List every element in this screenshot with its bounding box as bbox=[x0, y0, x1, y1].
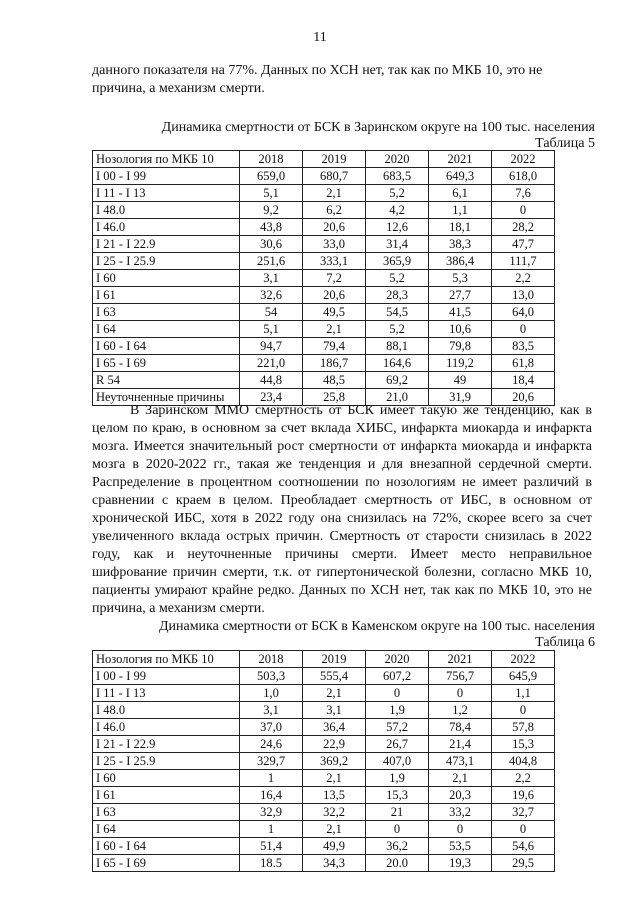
value-cell: 1,1 bbox=[429, 202, 492, 219]
value-cell: 0 bbox=[492, 321, 555, 338]
value-cell: 49 bbox=[429, 372, 492, 389]
value-cell: 32,6 bbox=[240, 287, 303, 304]
value-cell: 1,0 bbox=[240, 685, 303, 702]
value-cell: 78,4 bbox=[429, 719, 492, 736]
value-cell: 3,1 bbox=[303, 702, 366, 719]
value-cell: 23,4 bbox=[240, 389, 303, 406]
header-cell: Нозология по МКБ 10 bbox=[93, 151, 240, 168]
value-cell: 0 bbox=[429, 821, 492, 838]
value-cell: 36,4 bbox=[303, 719, 366, 736]
value-cell: 618,0 bbox=[492, 168, 555, 185]
value-cell: 7,2 bbox=[303, 270, 366, 287]
nosology-cell: I 65 - I 69 bbox=[93, 855, 240, 872]
value-cell: 57,2 bbox=[366, 719, 429, 736]
value-cell: 54 bbox=[240, 304, 303, 321]
header-cell: 2019 bbox=[303, 651, 366, 668]
table-row bbox=[93, 236, 555, 253]
value-cell: 20,6 bbox=[303, 287, 366, 304]
text-line: сравнении с краем в целом. Преобладает смертность от ИБС, в основном от bbox=[92, 493, 592, 508]
value-cell: 5,1 bbox=[240, 185, 303, 202]
value-cell: 21,0 bbox=[366, 389, 429, 406]
value-cell: 2,1 bbox=[303, 685, 366, 702]
value-cell: 69,2 bbox=[366, 372, 429, 389]
value-cell: 0 bbox=[492, 821, 555, 838]
intro-paragraph bbox=[92, 62, 592, 98]
value-cell: 645,9 bbox=[492, 668, 555, 685]
header-cell: 2018 bbox=[240, 151, 303, 168]
table-row bbox=[93, 668, 555, 685]
value-cell: 4,2 bbox=[366, 202, 429, 219]
value-cell: 9,2 bbox=[240, 202, 303, 219]
table-row bbox=[93, 685, 555, 702]
nosology-cell: I 46.0 bbox=[93, 219, 240, 236]
value-cell: 13,5 bbox=[303, 787, 366, 804]
table-row bbox=[93, 736, 555, 753]
value-cell: 2,1 bbox=[303, 770, 366, 787]
table-row bbox=[93, 219, 555, 236]
value-cell: 36,2 bbox=[366, 838, 429, 855]
table-row bbox=[93, 821, 555, 838]
value-cell: 79,8 bbox=[429, 338, 492, 355]
value-cell: 54,6 bbox=[492, 838, 555, 855]
value-cell: 24,6 bbox=[240, 736, 303, 753]
value-cell: 41,5 bbox=[429, 304, 492, 321]
nosology-cell: I 25 - I 25.9 bbox=[93, 253, 240, 270]
value-cell: 21,4 bbox=[429, 736, 492, 753]
value-cell: 164,6 bbox=[366, 355, 429, 372]
table-row bbox=[93, 372, 555, 389]
value-cell: 6,2 bbox=[303, 202, 366, 219]
value-cell: 13,0 bbox=[492, 287, 555, 304]
text-line: увеличенного вклада острых причин. Смертность от старости снизилась в 2022 bbox=[92, 529, 592, 544]
text-line: целом по краю, в основном за счет вклада ХИБС, инфаркта миокарда и инфаркта bbox=[92, 421, 592, 436]
text-line: причина, а механизм смерти. bbox=[92, 81, 265, 96]
value-cell: 34,3 bbox=[303, 855, 366, 872]
value-cell: 22,9 bbox=[303, 736, 366, 753]
value-cell: 37,0 bbox=[240, 719, 303, 736]
nosology-cell: R 54 bbox=[93, 372, 240, 389]
value-cell: 407,0 bbox=[366, 753, 429, 770]
value-cell: 680,7 bbox=[303, 168, 366, 185]
value-cell: 111,7 bbox=[492, 253, 555, 270]
value-cell: 38,3 bbox=[429, 236, 492, 253]
value-cell: 31,9 bbox=[429, 389, 492, 406]
table-row bbox=[93, 321, 555, 338]
value-cell: 186,7 bbox=[303, 355, 366, 372]
value-cell: 53,5 bbox=[429, 838, 492, 855]
value-cell: 329,7 bbox=[240, 753, 303, 770]
text-line: шифрование причин смерти, т.к. от гипертонической болезни, согласно МКБ 10, bbox=[92, 565, 592, 580]
value-cell: 2,2 bbox=[492, 770, 555, 787]
value-cell: 1,1 bbox=[492, 685, 555, 702]
value-cell: 49,9 bbox=[303, 838, 366, 855]
nosology-cell: I 60 - I 64 bbox=[93, 338, 240, 355]
header-cell: 2022 bbox=[492, 151, 555, 168]
value-cell: 16,4 bbox=[240, 787, 303, 804]
value-cell: 0 bbox=[492, 702, 555, 719]
value-cell: 29,5 bbox=[492, 855, 555, 872]
value-cell: 94,7 bbox=[240, 338, 303, 355]
value-cell: 0 bbox=[429, 685, 492, 702]
value-cell: 1 bbox=[240, 770, 303, 787]
nosology-cell: I 61 bbox=[93, 287, 240, 304]
value-cell: 5,1 bbox=[240, 321, 303, 338]
header-cell: 2021 bbox=[429, 651, 492, 668]
value-cell: 64,0 bbox=[492, 304, 555, 321]
table-row bbox=[93, 719, 555, 736]
value-cell: 47,7 bbox=[492, 236, 555, 253]
value-cell: 1 bbox=[240, 821, 303, 838]
value-cell: 649,3 bbox=[429, 168, 492, 185]
nosology-cell: Неуточненные причины bbox=[93, 389, 240, 406]
table6-title: Динамика смертности от БСК в Каменском округе на 100 тыс. населения bbox=[158, 619, 595, 634]
nosology-cell: I 11 - I 13 bbox=[93, 185, 240, 202]
value-cell: 31,4 bbox=[366, 236, 429, 253]
table-row bbox=[93, 702, 555, 719]
nosology-cell: I 48.0 bbox=[93, 202, 240, 219]
value-cell: 756,7 bbox=[429, 668, 492, 685]
value-cell: 20,6 bbox=[303, 219, 366, 236]
table-row bbox=[93, 185, 555, 202]
value-cell: 5,3 bbox=[429, 270, 492, 287]
table-row bbox=[93, 855, 555, 872]
nosology-cell: I 64 bbox=[93, 821, 240, 838]
header-cell: 2022 bbox=[492, 651, 555, 668]
nosology-cell: I 25 - I 25.9 bbox=[93, 753, 240, 770]
value-cell: 79,4 bbox=[303, 338, 366, 355]
value-cell: 33,0 bbox=[303, 236, 366, 253]
value-cell: 25,8 bbox=[303, 389, 366, 406]
value-cell: 28,2 bbox=[492, 219, 555, 236]
nosology-cell: I 64 bbox=[93, 321, 240, 338]
header-cell: 2020 bbox=[366, 651, 429, 668]
value-cell: 404,8 bbox=[492, 753, 555, 770]
header-cell: Нозология по МКБ 10 bbox=[93, 651, 240, 668]
header-cell: 2021 bbox=[429, 151, 492, 168]
table-row bbox=[93, 287, 555, 304]
value-cell: 61,8 bbox=[492, 355, 555, 372]
value-cell: 1,9 bbox=[366, 770, 429, 787]
text-line: В Заринском ММО смертность от БСК имеет такую же тенденцию, как в bbox=[130, 403, 592, 418]
value-cell: 30,6 bbox=[240, 236, 303, 253]
value-cell: 54,5 bbox=[366, 304, 429, 321]
nosology-cell: I 65 - I 69 bbox=[93, 355, 240, 372]
table-row bbox=[93, 753, 555, 770]
value-cell: 28,3 bbox=[366, 287, 429, 304]
value-cell: 221,0 bbox=[240, 355, 303, 372]
value-cell: 88,1 bbox=[366, 338, 429, 355]
table-row bbox=[93, 838, 555, 855]
value-cell: 5,2 bbox=[366, 270, 429, 287]
value-cell: 83,5 bbox=[492, 338, 555, 355]
table-row bbox=[93, 770, 555, 787]
table-header-row bbox=[93, 151, 555, 168]
value-cell: 18.5 bbox=[240, 855, 303, 872]
value-cell: 2,1 bbox=[303, 321, 366, 338]
table6-number: Таблица 6 bbox=[535, 635, 595, 650]
value-cell: 0 bbox=[366, 821, 429, 838]
text-line: данного показателя на 77%. Данных по ХСН нет, так как по МКБ 10, это не bbox=[92, 63, 543, 78]
value-cell: 5,2 bbox=[366, 321, 429, 338]
value-cell: 18,4 bbox=[492, 372, 555, 389]
value-cell: 333,1 bbox=[303, 253, 366, 270]
header-cell: 2020 bbox=[366, 151, 429, 168]
value-cell: 683,5 bbox=[366, 168, 429, 185]
page-number: 11 bbox=[313, 30, 327, 45]
value-cell: 32,2 bbox=[303, 804, 366, 821]
value-cell: 20.0 bbox=[366, 855, 429, 872]
value-cell: 3,1 bbox=[240, 270, 303, 287]
value-cell: 2,1 bbox=[303, 821, 366, 838]
value-cell: 32,7 bbox=[492, 804, 555, 821]
value-cell: 251,6 bbox=[240, 253, 303, 270]
text-line: мозга в 2020-2022 гг., такая же тенденция и для внезапной сердечной смерти. bbox=[92, 457, 592, 472]
value-cell: 5,2 bbox=[366, 185, 429, 202]
value-cell: 51,4 bbox=[240, 838, 303, 855]
value-cell: 15,3 bbox=[492, 736, 555, 753]
table-header-row bbox=[93, 651, 555, 668]
nosology-cell: I 48.0 bbox=[93, 702, 240, 719]
nosology-cell: I 46.0 bbox=[93, 719, 240, 736]
body-paragraph bbox=[92, 402, 592, 618]
table-row bbox=[93, 270, 555, 287]
table5-number: Таблица 5 bbox=[535, 136, 595, 151]
value-cell: 503,3 bbox=[240, 668, 303, 685]
value-cell: 26,7 bbox=[366, 736, 429, 753]
nosology-cell: I 63 bbox=[93, 804, 240, 821]
value-cell: 2,1 bbox=[303, 185, 366, 202]
value-cell: 369,2 bbox=[303, 753, 366, 770]
nosology-cell: I 11 - I 13 bbox=[93, 685, 240, 702]
value-cell: 473,1 bbox=[429, 753, 492, 770]
value-cell: 0 bbox=[492, 202, 555, 219]
value-cell: 607,2 bbox=[366, 668, 429, 685]
value-cell: 44,8 bbox=[240, 372, 303, 389]
table-row bbox=[93, 355, 555, 372]
value-cell: 12,6 bbox=[366, 219, 429, 236]
value-cell: 2,2 bbox=[492, 270, 555, 287]
value-cell: 1,2 bbox=[429, 702, 492, 719]
value-cell: 15,3 bbox=[366, 787, 429, 804]
value-cell: 19,3 bbox=[429, 855, 492, 872]
nosology-cell: I 60 bbox=[93, 770, 240, 787]
value-cell: 43,8 bbox=[240, 219, 303, 236]
value-cell: 659,0 bbox=[240, 168, 303, 185]
nosology-cell: I 21 - I 22.9 bbox=[93, 736, 240, 753]
header-cell: 2018 bbox=[240, 651, 303, 668]
header-cell: 2019 bbox=[303, 151, 366, 168]
value-cell: 19,6 bbox=[492, 787, 555, 804]
text-line: Распределение в процентном соотношении по нозологиям не имеет различий в bbox=[92, 475, 592, 490]
text-line: пациенты умирают крайне редко. Данных по ХСН нет, так как по МКБ 10, это не bbox=[92, 583, 592, 598]
table5-title: Динамика смертности от БСК в Заринском округе на 100 тыс. населения bbox=[161, 120, 595, 135]
table-row bbox=[93, 338, 555, 355]
nosology-cell: I 00 - I 99 bbox=[93, 668, 240, 685]
value-cell: 7,6 bbox=[492, 185, 555, 202]
value-cell: 32,9 bbox=[240, 804, 303, 821]
value-cell: 48,5 bbox=[303, 372, 366, 389]
value-cell: 20,3 bbox=[429, 787, 492, 804]
table-row bbox=[93, 304, 555, 321]
value-cell: 20,6 bbox=[492, 389, 555, 406]
value-cell: 386,4 bbox=[429, 253, 492, 270]
nosology-cell: I 61 bbox=[93, 787, 240, 804]
table6 bbox=[92, 650, 555, 872]
value-cell: 555,4 bbox=[303, 668, 366, 685]
value-cell: 49,5 bbox=[303, 304, 366, 321]
value-cell: 18,1 bbox=[429, 219, 492, 236]
nosology-cell: I 00 - I 99 bbox=[93, 168, 240, 185]
table-row bbox=[93, 202, 555, 219]
nosology-cell: I 60 - I 64 bbox=[93, 838, 240, 855]
text-line: причина, а механизм смерти. bbox=[92, 601, 265, 616]
nosology-cell: I 60 bbox=[93, 270, 240, 287]
value-cell: 6,1 bbox=[429, 185, 492, 202]
value-cell: 57,8 bbox=[492, 719, 555, 736]
table-row bbox=[93, 253, 555, 270]
value-cell: 3,1 bbox=[240, 702, 303, 719]
value-cell: 365,9 bbox=[366, 253, 429, 270]
value-cell: 33,2 bbox=[429, 804, 492, 821]
nosology-cell: I 21 - I 22.9 bbox=[93, 236, 240, 253]
table-row bbox=[93, 804, 555, 821]
table-row bbox=[93, 787, 555, 804]
value-cell: 2,1 bbox=[429, 770, 492, 787]
value-cell: 119,2 bbox=[429, 355, 492, 372]
value-cell: 27,7 bbox=[429, 287, 492, 304]
value-cell: 10,6 bbox=[429, 321, 492, 338]
value-cell: 1,9 bbox=[366, 702, 429, 719]
value-cell: 0 bbox=[366, 685, 429, 702]
nosology-cell: I 63 bbox=[93, 304, 240, 321]
table5 bbox=[92, 150, 555, 406]
text-line: хронической ИБС, хотя в 2022 году она снизилась на 72%, скорее всего за счет bbox=[92, 511, 592, 526]
value-cell: 21 bbox=[366, 804, 429, 821]
text-line: мозга. Имеется значительный рост смертности от инфаркта миокарда и инфаркта bbox=[92, 439, 592, 454]
text-line: году, как и неуточненные причины смерти. Имеет место неправильное bbox=[92, 547, 592, 562]
table-row bbox=[93, 168, 555, 185]
